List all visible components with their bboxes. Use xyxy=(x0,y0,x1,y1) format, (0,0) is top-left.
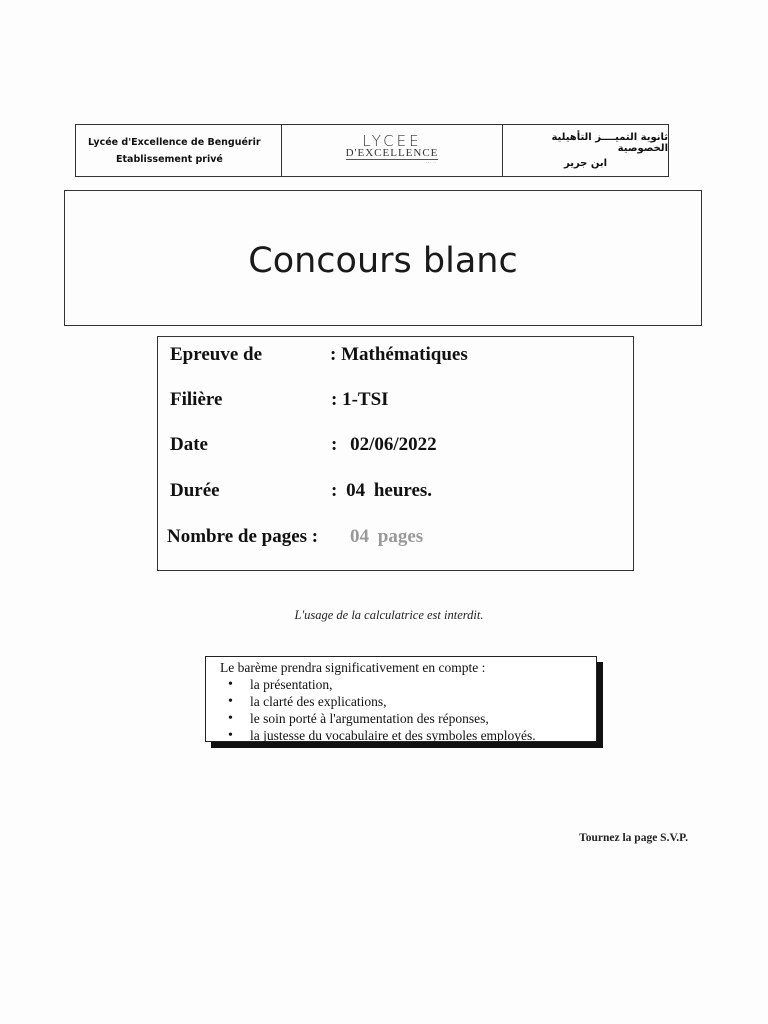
info-row-pages xyxy=(158,522,633,552)
turn-page-note: Tournez la page S.V.P. xyxy=(579,832,688,844)
exam-title: Concours blanc xyxy=(248,241,518,281)
logo-text-bottom: D'EXCELLENCE xyxy=(345,147,439,159)
school-name-line: Lycée d'Excellence de Benguérir xyxy=(88,136,261,148)
info-row-date xyxy=(158,430,633,460)
info-label: Date xyxy=(170,434,208,455)
info-value: : 02/06/2022 xyxy=(331,434,437,455)
logo-text-top: LYCEE xyxy=(362,132,422,150)
grading-box-content xyxy=(205,656,597,742)
info-value: : Mathématiques xyxy=(330,344,468,365)
grading-intro: Le barème prendra significativement en compte : xyxy=(220,660,486,675)
info-label: Filière xyxy=(170,389,223,410)
info-label: Nombre de pages : xyxy=(167,526,319,547)
logo-underline-mark: ····· xyxy=(425,160,437,165)
list-item: • le soin porté à l'argumentation des réponses, xyxy=(250,710,596,727)
info-row-epreuve xyxy=(158,340,633,370)
school-name-arabic xyxy=(503,125,668,176)
grading-criteria-list xyxy=(220,676,596,744)
school-header xyxy=(75,124,669,177)
info-value: : 1-TSI xyxy=(331,389,389,410)
list-item: • la clarté des explications, xyxy=(250,693,596,710)
info-row-filiere xyxy=(158,385,633,415)
school-name-french xyxy=(76,125,282,176)
school-type-line: Etablissement privé xyxy=(116,153,223,165)
exam-info-box xyxy=(157,336,634,571)
title-box xyxy=(64,190,702,326)
list-item: • la justesse du vocabulaire et des symboles employés. xyxy=(250,727,596,744)
info-label: Durée xyxy=(170,480,220,501)
calculator-note: L'usage de la calculatrice est interdit. xyxy=(294,608,484,622)
school-logo xyxy=(282,125,503,176)
list-item: • la présentation, xyxy=(250,676,596,693)
info-row-duree xyxy=(158,476,633,506)
info-value: 04 pages xyxy=(350,526,424,547)
info-label: Epreuve de xyxy=(170,344,263,365)
arabic-name-line: ثانوية التميــــز التأهيلية الخصوصية xyxy=(551,132,668,154)
arabic-city-line: ابن جرير xyxy=(563,158,608,169)
grading-box xyxy=(205,656,603,748)
info-value: : 04 heures. xyxy=(331,480,433,501)
